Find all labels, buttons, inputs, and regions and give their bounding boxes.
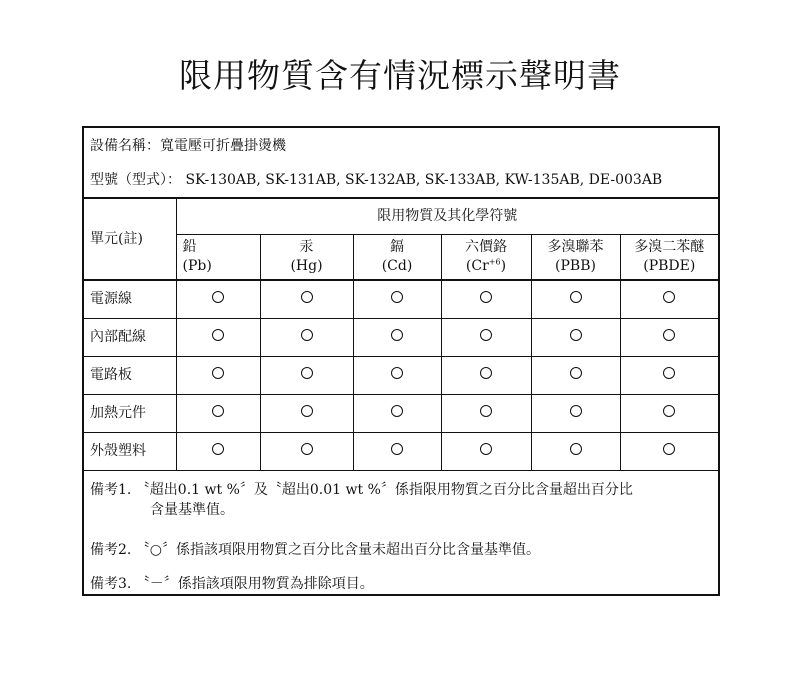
compliance-cell — [620, 432, 718, 470]
circle-mark-icon — [480, 443, 492, 455]
circle-mark-icon — [391, 291, 403, 303]
column-header-pbb: 多溴聯苯 (PBB) — [531, 234, 620, 280]
compliance-cell — [260, 356, 353, 394]
compliance-cell — [531, 318, 620, 356]
table-row — [84, 356, 718, 394]
column-header-pbde: 多溴二苯醚 (PBDE) — [620, 234, 718, 280]
compliance-cell — [620, 318, 718, 356]
restricted-substance-table — [84, 197, 718, 471]
circle-mark-icon — [301, 405, 313, 417]
circle-mark-icon — [663, 329, 675, 341]
table-row — [84, 280, 718, 318]
compliance-cell — [176, 356, 260, 394]
circle-mark-icon — [301, 329, 313, 341]
compliance-cell — [176, 280, 260, 318]
circle-mark-icon — [212, 291, 224, 303]
compliance-cell — [260, 318, 353, 356]
compliance-cell — [441, 318, 531, 356]
circle-mark-icon — [480, 405, 492, 417]
circle-mark-icon — [663, 443, 675, 455]
compliance-cell — [620, 394, 718, 432]
compliance-cell — [620, 280, 718, 318]
compliance-cell — [531, 394, 620, 432]
circle-mark-icon — [391, 443, 403, 455]
circle-mark-icon — [570, 405, 582, 417]
notes-section — [90, 480, 633, 592]
compliance-cell — [441, 394, 531, 432]
document-title: 限用物質含有情況標示聲明書 — [179, 56, 621, 95]
circle-mark-icon — [301, 443, 313, 455]
device-name: 設備名稱：寬電壓可折疊掛燙機 — [90, 138, 286, 154]
compliance-cell — [353, 280, 441, 318]
compliance-cell — [531, 432, 620, 470]
column-header-cr6: 六價鉻 $(Cr^{+6})$ — [441, 234, 531, 280]
unit-label: 內部配線 — [84, 318, 176, 356]
compliance-cell — [176, 394, 260, 432]
circle-mark-icon — [212, 405, 224, 417]
unit-label: 電路板 — [84, 356, 176, 394]
compliance-cell — [353, 318, 441, 356]
circle-mark-icon — [663, 291, 675, 303]
compliance-cell — [441, 280, 531, 318]
compliance-cell — [353, 356, 441, 394]
circle-mark-icon — [212, 367, 224, 379]
circle-mark-icon — [480, 291, 492, 303]
compliance-cell — [353, 432, 441, 470]
declaration-box — [82, 126, 720, 596]
compliance-cell — [176, 432, 260, 470]
note-2: 備考2. 〝○〞係指該項限用物質之百分比含量未超出百分比含量基準值。 — [90, 542, 541, 558]
circle-mark-icon — [663, 405, 675, 417]
circle-mark-icon — [570, 291, 582, 303]
model-numbers: 型號（型式）： SK-130AB, SK-131AB, SK-132AB, SK-133AB, KW-135AB, DE-003AB — [90, 172, 663, 188]
substance-group-header: 限用物質及其化學符號 — [176, 198, 718, 234]
circle-mark-icon — [570, 329, 582, 341]
compliance-cell — [531, 356, 620, 394]
unit-header: 單元(註) — [84, 198, 176, 280]
table-row — [84, 318, 718, 356]
unit-label: 加熱元件 — [84, 394, 176, 432]
circle-mark-icon — [570, 367, 582, 379]
compliance-cell — [353, 394, 441, 432]
table-row — [84, 432, 718, 470]
circle-mark-icon — [391, 367, 403, 379]
circle-mark-icon — [391, 329, 403, 341]
circle-mark-icon — [570, 443, 582, 455]
circle-mark-icon — [301, 367, 313, 379]
compliance-cell — [531, 280, 620, 318]
compliance-cell — [260, 432, 353, 470]
column-header-cd: 鎘 (Cd) — [353, 234, 441, 280]
table-row — [84, 394, 718, 432]
circle-mark-icon — [212, 443, 224, 455]
compliance-cell — [441, 432, 531, 470]
circle-mark-icon — [480, 367, 492, 379]
compliance-cell — [260, 280, 353, 318]
circle-mark-icon — [301, 291, 313, 303]
column-header-hg: 汞 (Hg) — [260, 234, 353, 280]
note-3: 備考3. 〝－〞係指該項限用物質為排除項目。 — [90, 576, 374, 592]
compliance-cell — [260, 394, 353, 432]
compliance-cell — [176, 318, 260, 356]
unit-label: 電源線 — [84, 280, 176, 318]
circle-mark-icon — [480, 329, 492, 341]
circle-mark-icon — [212, 329, 224, 341]
circle-mark-icon — [391, 405, 403, 417]
column-header-pb: 鉛 (Pb) — [176, 234, 260, 280]
unit-label: 外殼塑料 — [84, 432, 176, 470]
circle-mark-icon — [663, 367, 675, 379]
note-1: 備考1. 〝超出0.1 wt %〞及〝超出0.01 wt %〞係指限用物質之百分比含量超出百分比 含量基準值。 — [90, 482, 633, 518]
compliance-cell — [620, 356, 718, 394]
compliance-cell — [441, 356, 531, 394]
